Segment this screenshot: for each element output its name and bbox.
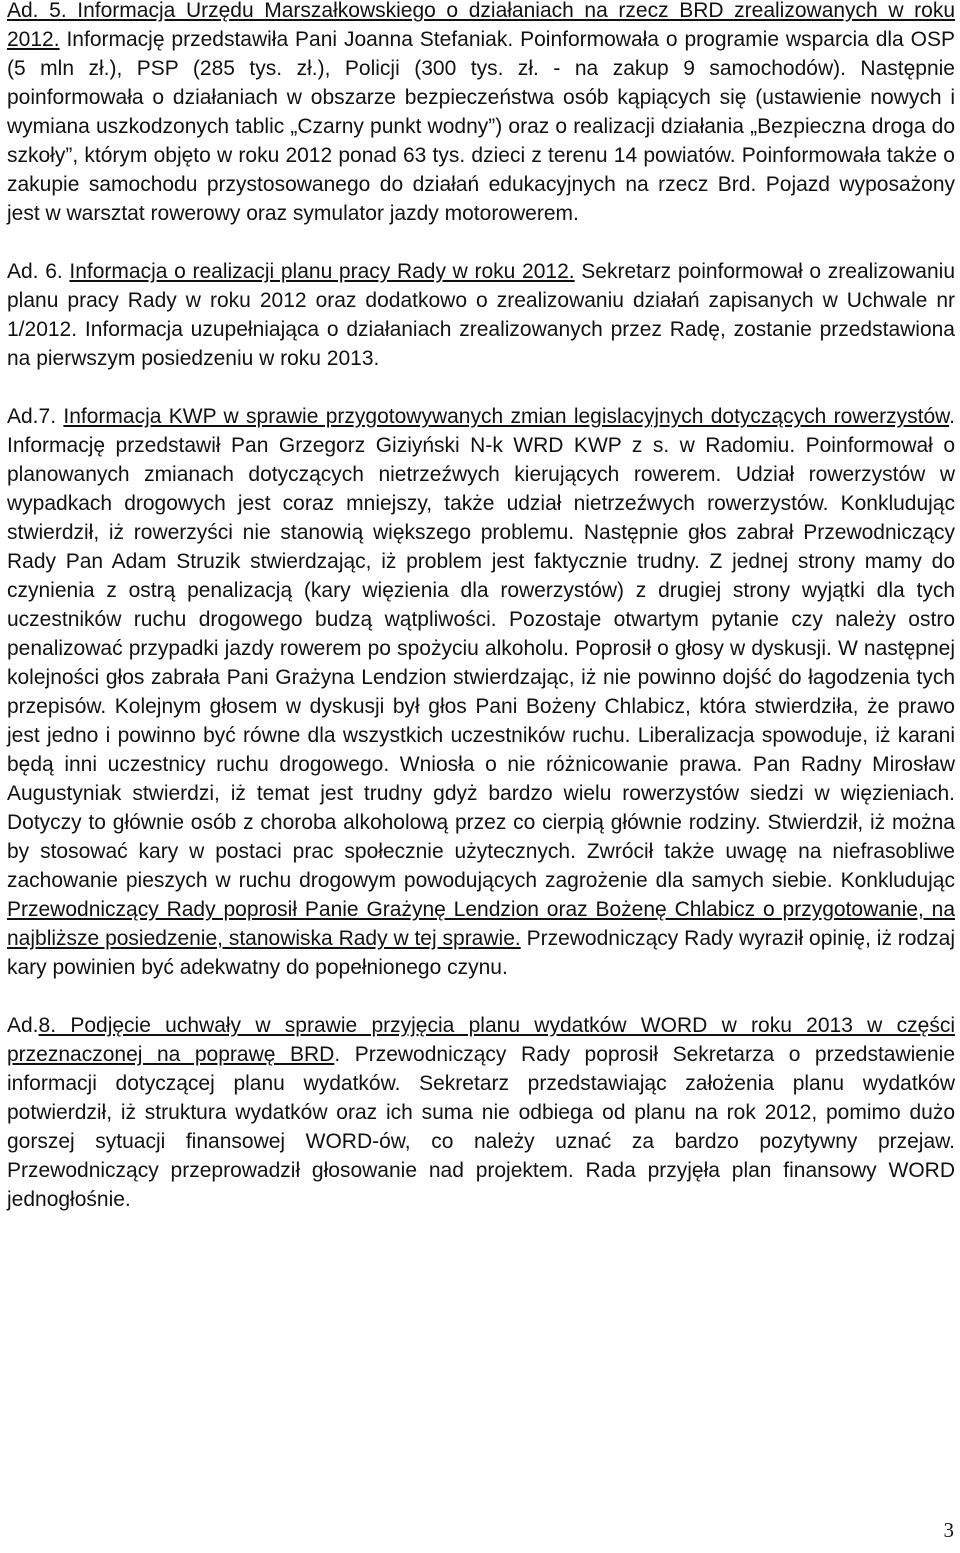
agenda-item-heading: Ad. 5. Informacja Urzędu Marszałkowskiego o działaniach na rzecz BRD zrealizowanych w roku 2012.: [7, 0, 955, 51]
agenda-item-label: Ad.7.: [7, 405, 64, 428]
agenda-item-label: Ad. 6.: [7, 260, 70, 283]
agenda-item-text: Sekretarz poinformował o zrealizowaniu planu pracy Rady w roku 2012 oraz dodatkowo o zrealizowaniu działań zapisanych w Uchwale nr 1/2012. Informacja uzupełniająca o działaniach zrealizowanych przez Radę, zostanie przedstawiona na pierwszym posiedzeniu w roku 2013.: [7, 260, 956, 370]
agenda-item-text: . Przewodniczący Rady poprosił Sekretarza o przedstawienie informacji dotyczącej planu wydatków. Sekretarz przedstawiając założenia planu wydatków potwierdził, iż struktura wydatków oraz ich suma nie odbiega od planu na rok 2012, pomimo dużo gorszej sytuacji finansowej WORD-ów, co należy uznać za bardzo pozytywny przejaw. Przewodniczący przeprowadził głosowanie nad projektem. Rada przyjęła plan finansowy WORD jednogłośnie.: [7, 1043, 956, 1211]
agenda-item-text-continued: Przewodniczący Rady wyraził opinię, iż rodzaj kary powinien być adekwatny do popełnionego czynu.: [7, 927, 956, 979]
agenda-item-text: . Informację przedstawił Pan Grzegorz Giziyński N-k WRD KWP z s. w Radomiu. Poinformował o planowanych zmianach dotyczących nietrzeźwych kierujących rowerem. Udział rowerzystów w wypadkach drogowych jest coraz mniejszy, także udział nietrzeźwych rowerzystów. Konkludując stwierdził, iż rowerzyści nie stanowią większego problemu. Następnie głos zabrał Przewodniczący Rady Pan Adam Struzik stwierdzając, iż problem jest faktycznie trudny. Z jednej strony mamy do czynienia z ostrą penalizacją (kary więzienia dla rowerzystów) z drugiej strony wyjątki dla tych uczestników ruchu drogowego budzą wątpliwości. Pozostaje otwartym pytanie czy należy ostro penalizować przypadki jazdy rowerem po spożyciu alkoholu. Poprosił o głosy w dyskusji. W następnej kolejności głos zabrała Pani Grażyna Lendzion stwierdzając, iż nie powinno dojść do łagodzenia tych przepisów. Kolejnym głosem w dyskusji był głos Pani Bożeny Chlabicz, która stwierdziła, że prawo jest jedno i powinno być równe dla wszystkich uczestników ruchu. Liberalizacja spowoduje, iż karani będą inni uczestnicy ruchu drogowego. Wniosła o nie różnicowanie prawa. Pan Radny Mirosław Augustyniak stwierdzi, iż temat jest trudny gdyż bardzo wielu rowerzystów siedzi w więzieniach. Dotyczy to głównie osób z choroba alkoholową przez co cierpią głównie rodziny. Stwierdził, iż można by stosować kary w postaci prac społecznie użytecznych. Zwrócił także uwagę na niefrasobliwe zachowanie pieszych w ruchu drogowym powodujących zagrożenie dla samych siebie. Konkludując: [7, 405, 955, 892]
paragraph-spacer: [7, 982, 955, 1011]
agenda-item-label: Ad.: [7, 1014, 39, 1037]
agenda-item-5: [7, 0, 955, 228]
agenda-item-heading: 8. Podjęcie uchwały w sprawie przyjęcia planu wydatków WORD w roku 2013 w części przeznaczonej na poprawę BRD: [7, 1014, 955, 1066]
agenda-item-heading: Informacja o realizacji planu pracy Rady w roku 2012.: [69, 260, 575, 283]
agenda-item-heading: Informacja KWP w sprawie przygotowywanych zmian legislacyjnych dotyczących rowerzystów: [63, 405, 950, 428]
page-number: 3: [943, 1518, 954, 1542]
agenda-item-text: Informację przedstawiła Pani Joanna Stefaniak. Poinformowała o programie wsparcia dla OSP (5 mln zł.), PSP (285 tys. zł.), Policji (300 tys. zł. - na zakup 9 samochodów). Następnie poinformowała o działaniach w obszarze bezpieczeństwa osób kąpiących się (ustawienie nowych i wymiana uszkodzonych tablic „Czarny punkt wodny”) oraz o realizacji działania „Bezpieczna droga do szkoły”, którym objęto w roku 2012 ponad 63 tys. dzieci z terenu 14 powiatów. Poinformowała także o zakupie samochodu przystosowanego do działań edukacyjnych na rzecz Brd. Pojazd wyposażony jest w warsztat rowerowy oraz symulator jazdy motorowerem.: [7, 28, 955, 225]
document-body: [7, 0, 955, 1214]
agenda-item-7: [7, 402, 955, 982]
paragraph-spacer: [7, 373, 955, 402]
agenda-item-6: [7, 257, 955, 373]
paragraph-spacer: [7, 228, 955, 257]
agenda-item-8: [7, 1011, 955, 1214]
agenda-item-conclusion: Przewodniczący Rady poprosił Panie Grażynę Lendzion oraz Bożenę Chlabicz o przygotowanie, na najbliższe posiedzenie, stanowiska Rady w tej sprawie.: [7, 898, 955, 950]
